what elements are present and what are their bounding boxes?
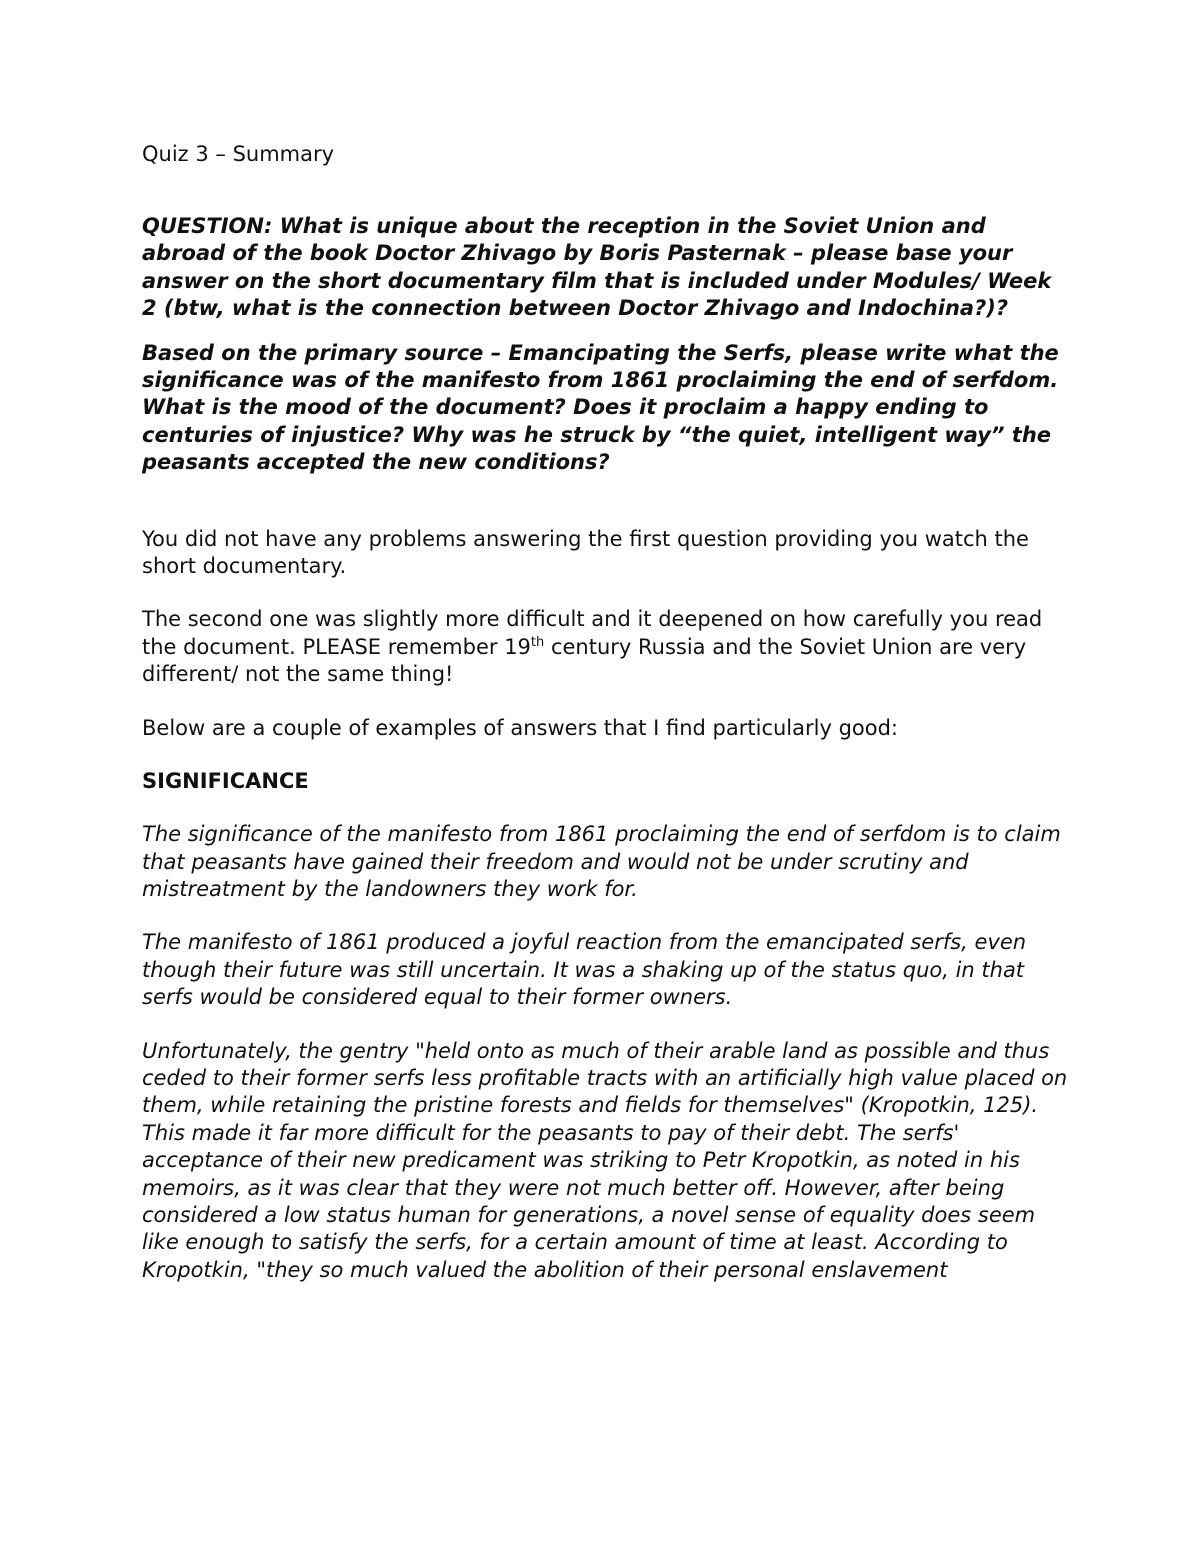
paragraph-examples-intro: Below are a couple of examples of answers that I find particularly good: [142, 715, 898, 740]
paragraph-second-question [142, 606, 1072, 688]
document-title: Quiz 3 – Summary [142, 142, 335, 166]
answer-paragraph-1: The significance of the manifesto from 1861 proclaiming the end of serfdom is to claim that peasants have gained their freedom and would not be under scrutiny and mistreatment by the landowners they work for. [142, 822, 1061, 901]
paragraph-second-text-end: century Russia and the Soviet Union are very different/ not the same thing! [142, 634, 1027, 687]
answer-paragraph-3: Unfortunately, the gentry "held onto as much of their arable land as possible and thus ceded to their former serfs less profitable tracts with an artificially high value placed on them, while retaining the pristine forests and fields for themselves" (Kropotkin, 125). This made it far more difficult for the peasants to pay of their debt. The serfs' acceptance of their new predicament was striking to Petr Kropotkin, as noted in his memoirs, as it was clear that they were not much better off. However, after being considered a low status human for generations, a novel sense of equality does seem like enough to satisfy the serfs, for a certain amount of time at least. According to Kropotkin, "they so much valued the abolition of their personal enslavement [142, 1038, 1068, 1282]
section-heading-significance: SIGNIFICANCE [142, 769, 309, 794]
document-page [142, 141, 1072, 1310]
paragraph-second-text-start: The second one was slightly more difficult and it deepened on how carefully you read the document. PLEASE remember 19 [142, 607, 1043, 659]
superscript-th: th [530, 634, 545, 650]
question-2: Based on the primary source – Emancipating the Serfs, please write what the significance was of the manifesto from 1861 proclaiming the end of serfdom. What is the mood of the document? Does it proclaim a happy ending to centuries of injustice? Why was he struck by “the quiet, intelligent way” the peasants accepted the new conditions? [142, 340, 1059, 475]
paragraph-first-question: You did not have any problems answering the first question providing you watch the short documentary. [142, 526, 1029, 579]
answer-paragraph-2: The manifesto of 1861 produced a joyful reaction from the emancipated serfs, even though their future was still uncertain. It was a shaking up of the status quo, in that serfs would be considered equal to their former owners. [142, 930, 1027, 1010]
question-1: QUESTION: What is unique about the reception in the Soviet Union and abroad of the book Doctor Zhivago by Boris Pasternak – please base your answer on the short documentary film that is included under Modules/ Week 2 (btw, what is the connection between Doctor Zhivago and Indochina?)? [142, 214, 1052, 321]
